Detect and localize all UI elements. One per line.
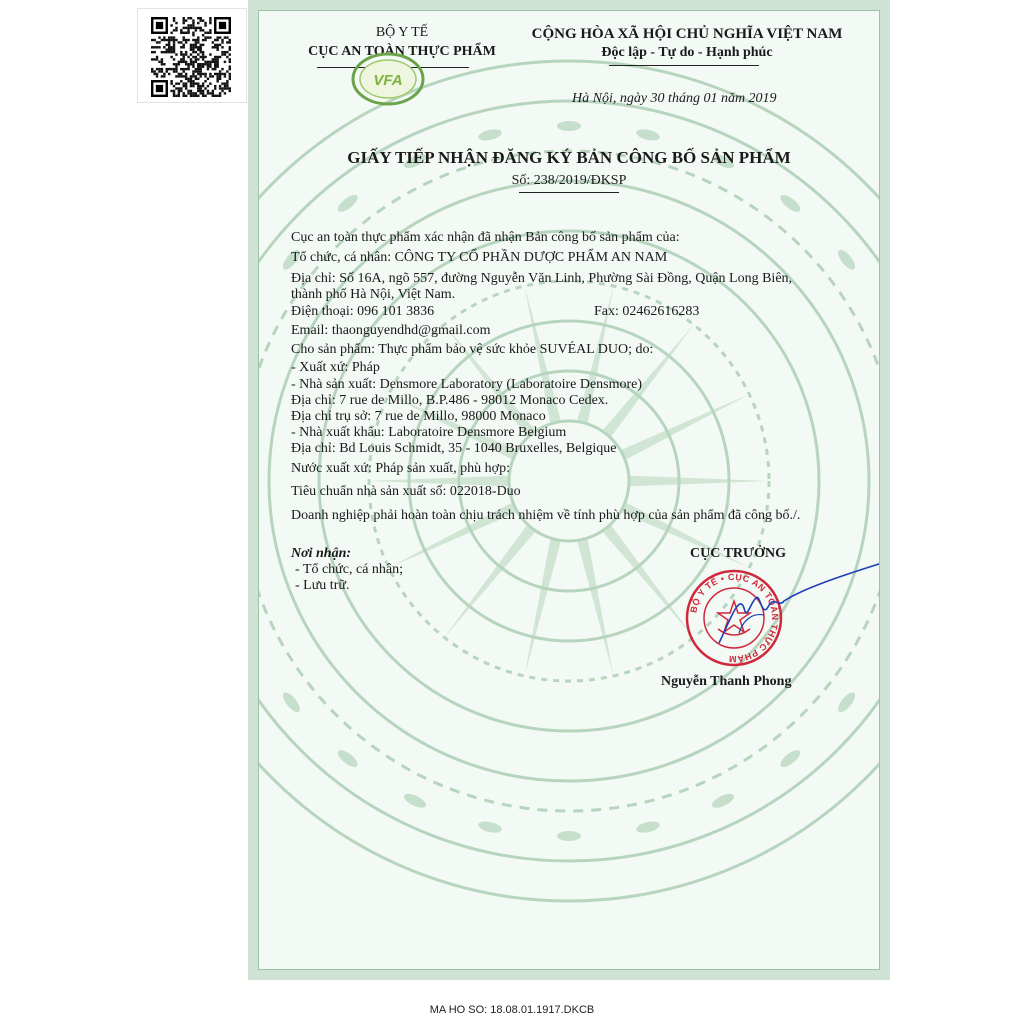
signer-name: Nguyễn Thanh Phong (661, 674, 792, 689)
product: Cho sản phẩm: Thực phẩm bảo vệ sức khỏe SUVÉAL DUO; do: (291, 342, 654, 357)
drum-bird-motif (335, 747, 360, 770)
motto-underline (609, 65, 759, 66)
manufacturer-address: Địa chỉ: 7 rue de Millo, B.P.486 - 98012 Monaco Cedex. (291, 393, 609, 408)
agency-label: CỤC AN TOÀN THỰC PHẨM (308, 44, 496, 59)
drum-bird-motif (778, 192, 803, 215)
drum-bird-motif (477, 820, 503, 835)
vfa-logo-text: VFA (373, 72, 403, 89)
origin: - Xuất xứ: Pháp (291, 360, 380, 375)
certificate-paper (258, 10, 880, 970)
recipients-heading: Nơi nhận: (291, 546, 352, 561)
phone: Điện thoại: 096 101 3836 (291, 304, 435, 319)
drum-ray (620, 394, 749, 460)
drum-bird-motif (557, 121, 581, 131)
republic-title: CỘNG HÒA XÃ HỘI CHỦ NGHĨA VIỆT NAM (531, 26, 843, 42)
drum-bird-motif (835, 247, 858, 272)
vfa-logo (350, 51, 426, 107)
drum-bird-motif (402, 791, 428, 810)
drum-bird-motif (835, 690, 858, 715)
qr-code (151, 17, 231, 97)
document-title: GIẤY TIẾP NHẬN ĐĂNG KÝ BẢN CÔNG BỐ SẢN PHẨM (347, 148, 791, 167)
responsibility-statement: Doanh nghiệp phải hoàn toàn chịu trách nhiệm về tính phù hợp của sản phẩm đã công bố./. (291, 508, 801, 523)
organization-address: Địa chỉ: Số 16A, ngõ 557, đường Nguyễn Văn Linh, Phường Sài Đồng, Quận Long Biên, (291, 271, 793, 286)
drum-bird-motif (335, 192, 360, 215)
drum-ray (629, 476, 769, 487)
body-intro: Cục an toàn thực phẩm xác nhận đã nhận Bản công bố sản phẩm của: (291, 230, 680, 245)
drum-bird-motif (710, 791, 736, 810)
drum-bird-motif (635, 127, 661, 142)
place-date: Hà Nội, ngày 30 tháng 01 năm 2019 (572, 91, 777, 106)
country-of-origin: Nước xuất xứ: Pháp sản xuất, phù hợp: (291, 461, 510, 476)
organization: Tổ chức, cá nhân: CÔNG TY CỔ PHẦN DƯỢC PHẨM AN NAM (291, 250, 668, 265)
drum-bird-motif (778, 747, 803, 770)
recipient-item: - Lưu trữ. (295, 578, 350, 593)
signer-role: CỤC TRƯỞNG (690, 546, 787, 561)
document-number: Số: 238/2019/ĐKSP (511, 173, 627, 188)
certificate-border (248, 0, 890, 980)
drum-bird-motif (557, 831, 581, 841)
ministry-label: BỘ Y TẾ (375, 25, 429, 40)
drum-ray (524, 538, 560, 676)
drum-bird-motif (280, 690, 303, 715)
record-code: MA HO SO: 18.08.01.1917.DKCB (429, 1004, 595, 1016)
headquarters-address: Địa chỉ trụ sở: 7 rue de Millo, 98000 Monaco (291, 409, 546, 424)
stamp-ring-text: BỘ Y TẾ • CỤC AN TOÀN THỰC PHẨM (688, 571, 781, 665)
drum-ray (577, 538, 613, 676)
exporter-address: Địa chỉ: Bd Louis Schmidt, 35 - 1040 Bruxelles, Belgique (291, 441, 617, 456)
official-stamp (684, 563, 880, 673)
drum-bird-motif (635, 820, 661, 835)
fax: Fax: 02462616283 (594, 304, 700, 319)
drum-bird-motif (477, 127, 503, 142)
qr-code-frame (137, 8, 247, 103)
organization-address-cont: thành phố Hà Nội, Việt Nam. (291, 287, 456, 302)
exporter: - Nhà xuất khẩu: Laboratoire Densmore Belgium (291, 425, 567, 440)
national-motto: Độc lập - Tự do - Hạnh phúc (601, 45, 773, 60)
email: Email: thaonguyendhd@gmail.com (291, 323, 491, 338)
number-underline (519, 192, 619, 193)
manufacturer: - Nhà sản xuất: Densmore Laboratory (Laboratoire Densmore) (291, 377, 643, 392)
recipient-item: - Tổ chức, cá nhân; (295, 562, 404, 577)
manufacturer-standard: Tiêu chuẩn nhà sản xuất số: 022018-Duo (291, 484, 521, 499)
